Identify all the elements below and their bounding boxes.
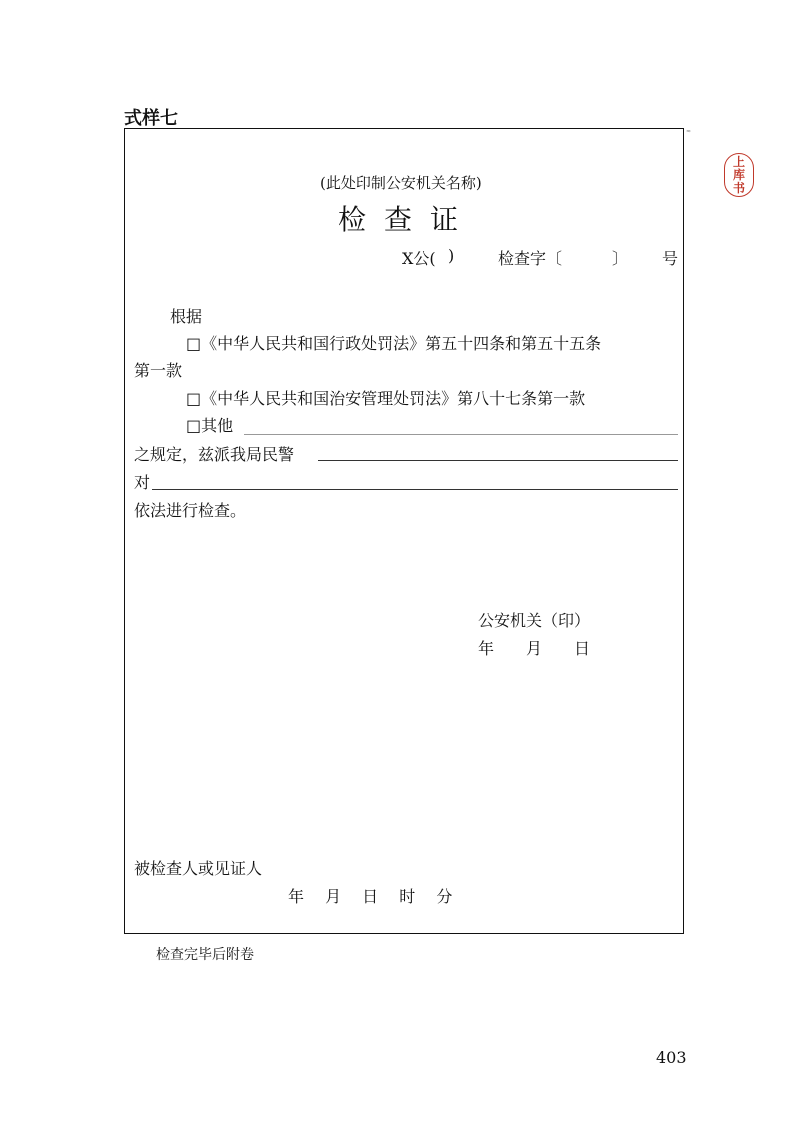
seal-char-1: 上 — [732, 155, 745, 169]
checkbox-icon[interactable]: □ — [186, 389, 202, 408]
inspect-text: 依法进行检查。 — [134, 501, 247, 520]
doc-number-suffix: 号 — [662, 249, 679, 268]
authority-name-placeholder: (此处印制公安机关名称) — [320, 174, 482, 192]
other-basis-fill-line[interactable] — [244, 434, 678, 435]
form-sample-heading: 式样七 — [124, 108, 178, 129]
option-text: 其他 — [201, 416, 234, 435]
page-number: 403 — [656, 1048, 687, 1067]
seal-char-2: 库 — [732, 168, 745, 182]
option-admin-penalty-law-continued: 第一款 — [134, 361, 183, 380]
certificate-title: 检查证 — [338, 203, 477, 236]
corner-mark: ≈ — [686, 128, 692, 135]
doc-number-middle: 检查字〔 — [498, 249, 563, 268]
target-label: 对 — [134, 473, 151, 492]
side-seal-logo — [724, 153, 754, 197]
checkbox-icon[interactable]: □ — [186, 416, 202, 435]
target-fill-line[interactable] — [152, 489, 678, 490]
dispatch-text: 之规定，兹派我局民警 — [134, 445, 295, 464]
witness-datetime: 年 月 日 时 分 — [288, 887, 453, 906]
doc-number-paren-close: ) — [448, 246, 455, 265]
issue-date: 年 月 日 — [478, 639, 591, 658]
option-admin-penalty-law — [186, 331, 601, 354]
option-public-security-law — [186, 386, 585, 409]
option-text: 《中华人民共和国治安管理处罚法》第八十七条第一款 — [201, 389, 586, 408]
checkbox-icon[interactable]: □ — [186, 334, 202, 353]
basis-label: 根据 — [170, 307, 203, 326]
seal-char-3: 书 — [732, 181, 745, 195]
seal-label: 公安机关（印） — [478, 611, 591, 630]
option-text: 《中华人民共和国行政处罚法》第五十四条和第五十五条 — [201, 334, 602, 353]
option-other — [186, 413, 233, 436]
footer-note: 检查完毕后附卷 — [156, 947, 254, 963]
doc-number-prefix: X公( — [402, 249, 436, 268]
witness-label: 被检查人或见证人 — [134, 859, 263, 878]
doc-number-bracket-close: 〕 — [612, 249, 629, 268]
officer-fill-line[interactable] — [318, 460, 678, 461]
